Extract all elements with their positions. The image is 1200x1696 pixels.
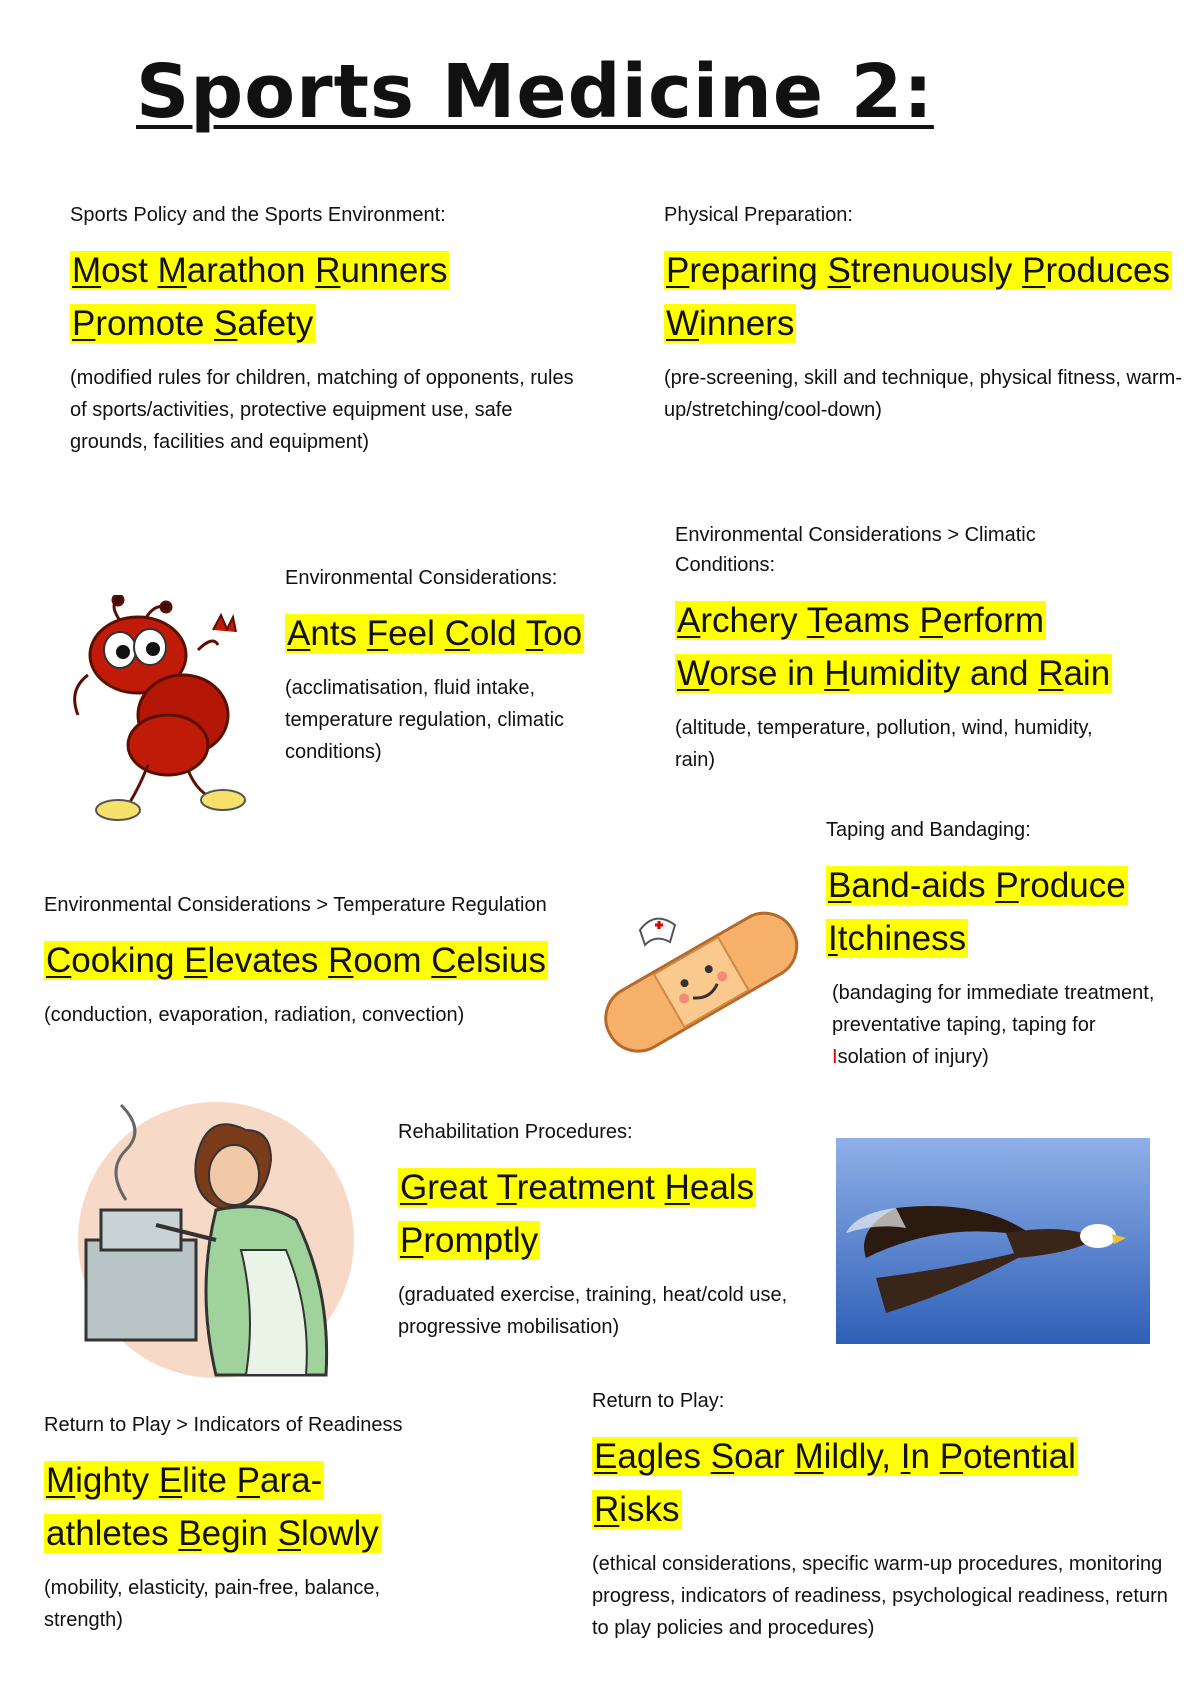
mnemonic-line bbox=[70, 244, 590, 297]
detail-text: (modified rules for children, matching of opponents, rules of sports/activities, protective equipment use, safe grounds, facilities and equipment) bbox=[70, 367, 574, 453]
section-environmental-considerations bbox=[285, 563, 615, 768]
initial-letter: A bbox=[677, 601, 701, 640]
mnemonic-line bbox=[664, 244, 1200, 297]
initial-letter: M bbox=[46, 1461, 76, 1500]
highlighted-text: Archery Teams Perform bbox=[677, 601, 1044, 640]
highlighted-text: Ants Feel Cold Too bbox=[287, 614, 583, 653]
initial-letter: I bbox=[828, 919, 838, 958]
detail-text: (graduated exercise, training, heat/cold use, progressive mobilisation) bbox=[398, 1284, 788, 1338]
section-taping-bandaging bbox=[826, 815, 1186, 1073]
initial-letter: S bbox=[214, 304, 238, 343]
page-title: Sports Medicine 2: bbox=[136, 49, 934, 135]
detail-text: (acclimatisation, fluid intake, temperature regulation, climatic conditions) bbox=[285, 677, 565, 763]
highlighted-text: Risks bbox=[594, 1490, 680, 1529]
highlighted-text: Most Marathon Runners bbox=[72, 251, 448, 290]
initial-letter: S bbox=[277, 1514, 301, 1553]
initial-letter: B bbox=[828, 866, 852, 905]
section-heading: Environmental Considerations > Climatic Conditions: bbox=[675, 524, 1036, 576]
eagle-photo bbox=[836, 1138, 1150, 1344]
mnemonic bbox=[826, 859, 1186, 965]
mnemonic-line bbox=[44, 934, 624, 987]
mnemonic-line bbox=[826, 859, 1186, 912]
highlighted-text: Cooking Elevates Room Celsius bbox=[46, 941, 546, 980]
initial-letter: G bbox=[400, 1168, 428, 1207]
highlighted-text: Itchiness bbox=[828, 919, 967, 958]
initial-letter: F bbox=[366, 614, 389, 653]
initial-letter: B bbox=[178, 1514, 202, 1553]
mnemonic-line bbox=[70, 297, 590, 350]
initial-letter: C bbox=[431, 941, 457, 980]
section-return-to-play bbox=[592, 1386, 1192, 1644]
initial-letter: R bbox=[1038, 654, 1064, 693]
initial-letter: W bbox=[677, 654, 710, 693]
mnemonic-line bbox=[675, 647, 1195, 700]
mnemonic-line bbox=[398, 1161, 818, 1214]
initial-letter: P bbox=[919, 601, 943, 640]
section-indicators-of-readiness bbox=[44, 1410, 524, 1636]
initial-letter: I bbox=[900, 1437, 911, 1476]
detail-text: (bandaging for immediate treatment, preventative taping, taping for Isolation of injury) bbox=[832, 982, 1155, 1068]
initial-letter: M bbox=[157, 251, 187, 290]
initial-letter: A bbox=[287, 614, 311, 653]
mnemonic-line bbox=[664, 297, 1200, 350]
highlighted-text: Promptly bbox=[400, 1221, 539, 1260]
mnemonic-line bbox=[826, 912, 1186, 965]
mnemonic bbox=[664, 244, 1200, 350]
highlighted-text: Great Treatment Heals bbox=[400, 1168, 755, 1207]
initial-letter: P bbox=[995, 866, 1019, 905]
detail-text: (pre-screening, skill and technique, physical fitness, warm-up/stretching/cool-down) bbox=[664, 367, 1182, 421]
initial-letter: R bbox=[594, 1490, 620, 1529]
section-temperature-regulation bbox=[44, 890, 624, 1031]
section-heading: Return to Play: bbox=[592, 1390, 725, 1412]
initial-letter: S bbox=[710, 1437, 735, 1476]
mnemonic bbox=[592, 1430, 1192, 1536]
initial-letter: P bbox=[666, 251, 690, 290]
mnemonic bbox=[44, 934, 624, 987]
highlighted-text: athletes Begin Slowly bbox=[46, 1514, 379, 1553]
highlighted-text: Preparing Strenuously Produces bbox=[666, 251, 1170, 290]
initial-letter: P bbox=[400, 1221, 424, 1260]
section-heading: Environmental Considerations: bbox=[285, 567, 558, 589]
section-physical-preparation bbox=[664, 200, 1200, 426]
section-heading: Sports Policy and the Sports Environment: bbox=[70, 204, 446, 226]
initial-letter: P bbox=[1022, 251, 1046, 290]
initial-letter: R bbox=[315, 251, 341, 290]
initial-letter: E bbox=[184, 941, 208, 980]
initial-letter: M bbox=[72, 251, 102, 290]
highlighted-text: Eagles Soar Mildly, In Potential bbox=[594, 1437, 1076, 1476]
section-heading: Taping and Bandaging: bbox=[826, 819, 1031, 841]
mnemonic-line bbox=[592, 1430, 1192, 1483]
initial-letter: M bbox=[794, 1437, 824, 1476]
ant-cartoon bbox=[48, 595, 258, 825]
cooking-woman-cartoon bbox=[66, 1090, 366, 1380]
mnemonic bbox=[675, 594, 1195, 700]
initial-letter: S bbox=[827, 251, 851, 290]
mnemonic-line bbox=[675, 594, 1195, 647]
mnemonic bbox=[285, 607, 615, 660]
mnemonic bbox=[44, 1454, 524, 1560]
initial-letter: W bbox=[666, 304, 700, 343]
initial-letter: P bbox=[939, 1437, 964, 1476]
section-sports-policy bbox=[70, 200, 590, 458]
initial-letter: E bbox=[594, 1437, 618, 1476]
mnemonic-line bbox=[398, 1214, 818, 1267]
section-heading: Environmental Considerations > Temperature Regulation bbox=[44, 894, 547, 916]
detail-text: (mobility, elasticity, pain-free, balance, strength) bbox=[44, 1577, 381, 1631]
detail-text: (conduction, evaporation, radiation, convection) bbox=[44, 1004, 465, 1026]
mnemonic bbox=[398, 1161, 818, 1267]
initial-letter: T bbox=[496, 1168, 517, 1207]
section-heading: Rehabilitation Procedures: bbox=[398, 1121, 633, 1143]
initial-letter: E bbox=[158, 1461, 183, 1500]
initial-letter: H bbox=[664, 1168, 690, 1207]
highlighted-text: Worse in Humidity and Rain bbox=[677, 654, 1111, 693]
initial-letter: C bbox=[46, 941, 72, 980]
detail-text: (ethical considerations, specific warm-up procedures, monitoring progress, indicators of readiness, psychological readiness, return to play policies and procedures) bbox=[592, 1553, 1168, 1639]
section-climatic-conditions bbox=[675, 520, 1195, 776]
initial-letter: C bbox=[444, 614, 470, 653]
initial-letter: T bbox=[525, 614, 544, 653]
mnemonic-line bbox=[44, 1454, 524, 1507]
initial-letter: R bbox=[328, 941, 354, 980]
red-letter: I bbox=[832, 1046, 838, 1068]
mnemonic-line bbox=[285, 607, 615, 660]
highlighted-text: Band-aids Produce bbox=[828, 866, 1126, 905]
initial-letter: P bbox=[236, 1461, 260, 1500]
initial-letter: P bbox=[72, 304, 96, 343]
highlighted-text: Winners bbox=[666, 304, 795, 343]
mnemonic bbox=[70, 244, 590, 350]
highlighted-text: Mighty Elite Para- bbox=[46, 1461, 323, 1500]
mnemonic-line bbox=[592, 1483, 1192, 1536]
section-rehabilitation-procedures bbox=[398, 1117, 818, 1343]
mnemonic-line bbox=[44, 1507, 524, 1560]
initial-letter: H bbox=[824, 654, 850, 693]
section-heading: Physical Preparation: bbox=[664, 204, 853, 226]
detail-text: (altitude, temperature, pollution, wind, humidity, rain) bbox=[675, 717, 1093, 771]
section-heading: Return to Play > Indicators of Readiness bbox=[44, 1414, 403, 1436]
initial-letter: T bbox=[806, 601, 825, 640]
highlighted-text: Promote Safety bbox=[72, 304, 314, 343]
